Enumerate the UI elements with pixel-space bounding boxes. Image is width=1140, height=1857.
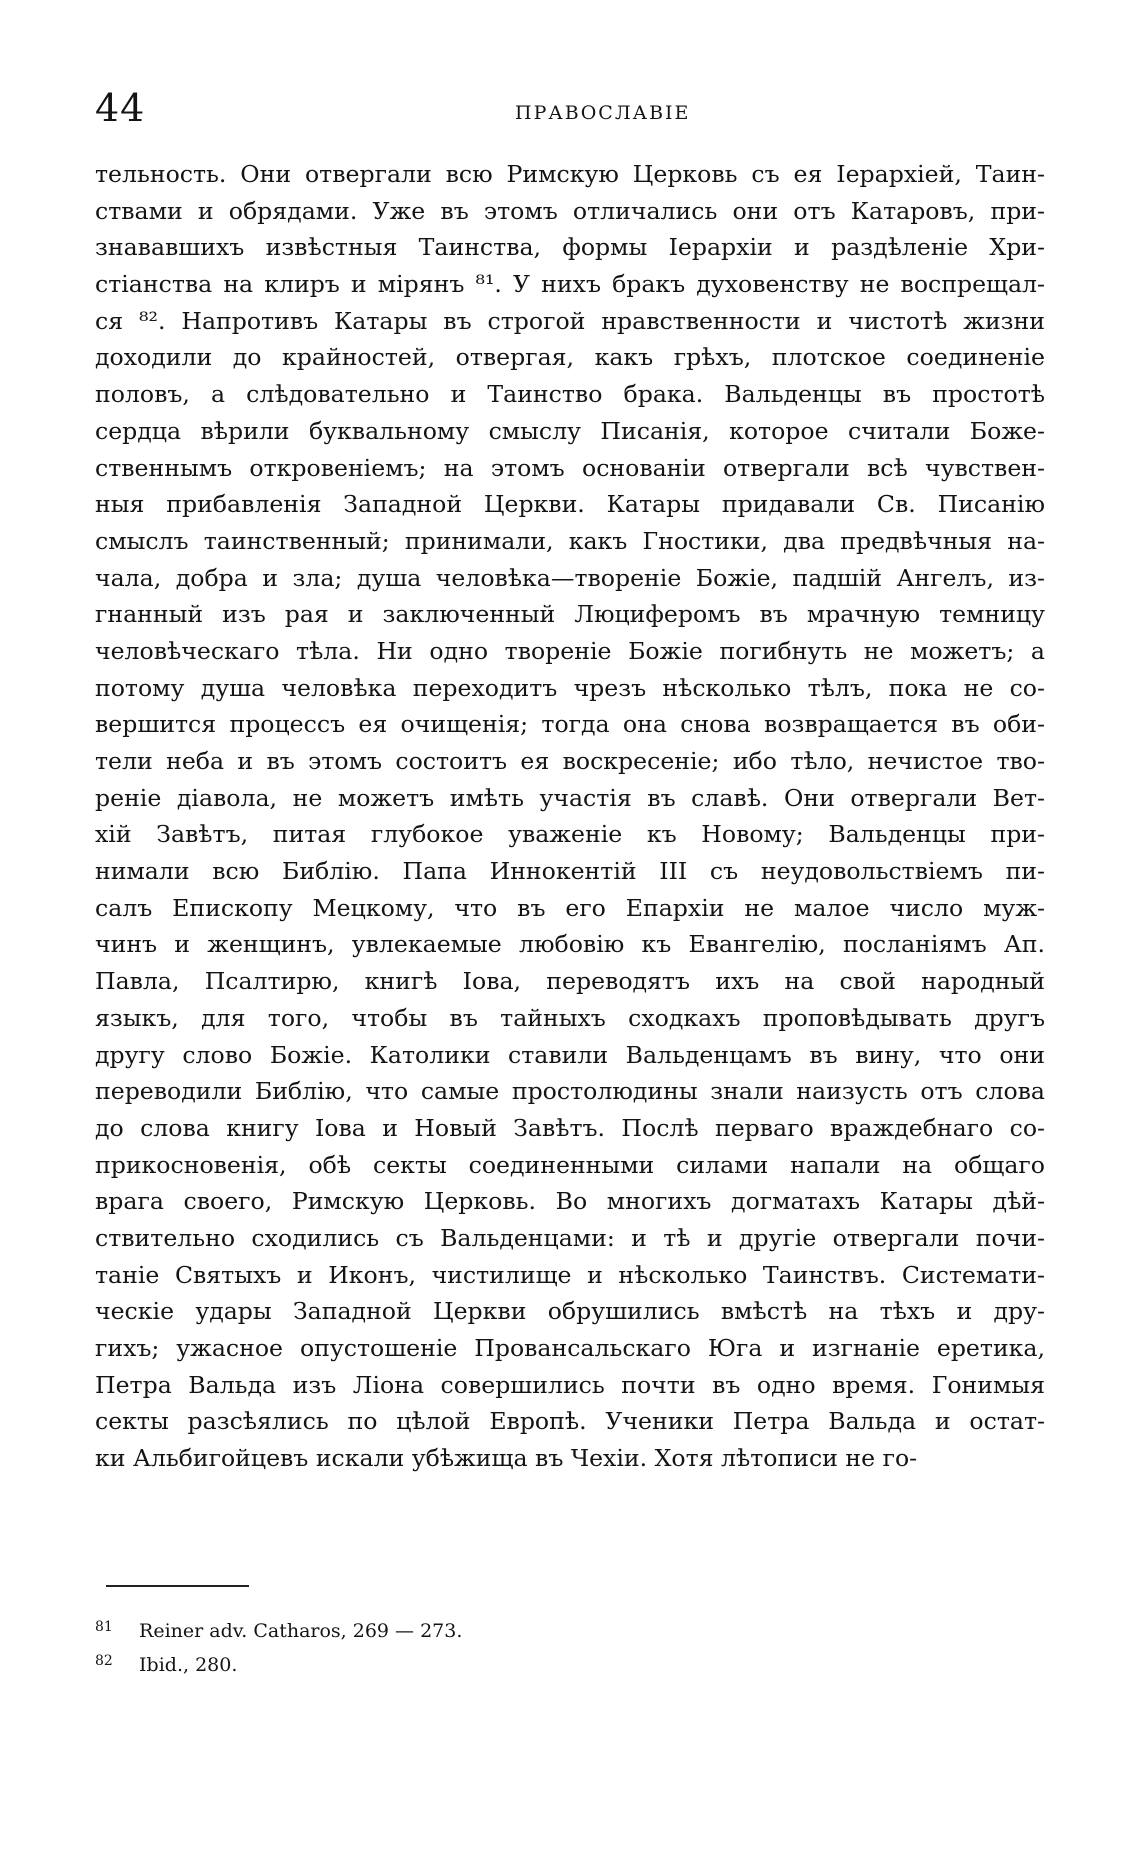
text-line: Петра Вальда изъ Ліона совершились почти въ одно время. Гонимыя	[95, 1370, 1045, 1399]
text-line: переводили Библію, что самые простолюдины знали наизусть отъ слова	[95, 1077, 1045, 1106]
page-number: 44	[95, 86, 146, 130]
text-line: гихъ; ужасное опустошеніе Провансальскаго Юга и изгнаніе еретика,	[95, 1334, 1045, 1362]
footnotes	[95, 1610, 695, 1678]
text-line: ческіе удары Западной Церкви обрушились вмѣстѣ на тѣхъ и дру-	[95, 1297, 1045, 1326]
text-line: половъ, а слѣдовательно и Таинство брака. Вальденцы въ простотѣ	[95, 380, 1045, 409]
text-line: ственнымъ откровеніемъ; на этомъ основаніи отвергали всѣ чувствен-	[95, 453, 1045, 482]
text-line: смыслъ таинственный; принимали, какъ Гностики, два предвѣчныя на-	[95, 526, 1045, 555]
footnote-text: Reiner adv. Catharos, 269 — 273.	[139, 1620, 463, 1642]
text-line: реніе діавола, не можетъ имѣть участія въ славѣ. Они отвергали Вет-	[95, 783, 1045, 812]
text-line: стіанства на клиръ и мірянъ ⁸¹. У нихъ бракъ духовенству не воспрещал-	[95, 270, 1045, 299]
text-line: секты разсѣялись по цѣлой Европѣ. Ученики Петра Вальда и остат-	[95, 1407, 1045, 1436]
text-line: ки Альбигойцевъ искали убѣжища въ Чехіи. Хотя лѣтописи не го-	[95, 1444, 918, 1473]
text-line: тельность. Они отвергали всю Римскую Церковь съ ея Іерархіей, Таин-	[95, 160, 1045, 188]
text-line: доходили до крайностей, отвергая, какъ грѣхъ, плотское соединеніе	[95, 343, 1045, 372]
text-line: до слова книгу Іова и Новый Завѣтъ. Послѣ перваго враждебнаго со-	[95, 1113, 1045, 1142]
body-text	[95, 156, 1045, 1477]
text-line: другу слово Божіе. Католики ставили Вальденцамъ въ вину, что они	[95, 1040, 1045, 1069]
text-line: гнанный изъ рая и заключенный Люциферомъ въ мрачную темницу	[95, 600, 1045, 629]
running-title: ПРАВОСЛАВІЕ	[515, 102, 691, 124]
footnote-mark: 82	[95, 1653, 113, 1669]
footnote-text: Ibid., 280.	[139, 1654, 238, 1676]
page-header	[95, 88, 1040, 128]
text-line: хій Завѣтъ, питая глубокое уваженіе къ Новому; Вальденцы при-	[95, 820, 1045, 849]
footnote-divider	[106, 1585, 249, 1587]
text-line: чинъ и женщинъ, увлекаемые любовію къ Евангелію, посланіямъ Ап.	[95, 930, 1045, 959]
text-line: врага своего, Римскую Церковь. Во многихъ догматахъ Катары дѣй-	[95, 1187, 1045, 1216]
text-line: языкъ, для того, чтобы въ тайныхъ сходкахъ проповѣдывать другъ	[95, 1003, 1045, 1032]
text-line: ныя прибавленія Западной Церкви. Катары придавали Св. Писанію	[95, 490, 1045, 519]
text-line: Павла, Псалтирю, книгѣ Іова, переводятъ ихъ на свой народный	[95, 967, 1045, 996]
text-line: ствами и обрядами. Уже въ этомъ отличались они отъ Катаровъ, при-	[95, 196, 1045, 225]
text-line: тели неба и въ этомъ состоитъ ея воскресеніе; ибо тѣло, нечистое тво-	[95, 747, 1045, 775]
footnote	[95, 1644, 695, 1678]
text-line: салъ Епископу Мецкому, что въ его Епархіи не малое число муж-	[95, 893, 1045, 922]
text-line: прикосновенія, обѣ секты соединенными силами напали на общаго	[95, 1150, 1045, 1179]
text-line: потому душа человѣка переходитъ чрезъ нѣсколько тѣлъ, пока не со-	[95, 673, 1045, 702]
text-line: знававшихъ извѣстныя Таинства, формы Іерархіи и раздѣленіе Хри-	[95, 233, 1045, 262]
text-line: ствительно сходились съ Вальденцами: и тѣ и другіе отвергали почи-	[95, 1223, 1045, 1252]
footnote	[95, 1610, 695, 1644]
text-line: вершится процессъ ея очищенія; тогда она снова возвращается въ оби-	[95, 710, 1045, 739]
text-line: чала, добра и зла; душа человѣка—твореніе Божіе, падшій Ангелъ, из-	[95, 563, 1045, 592]
text-line: нимали всю Библію. Папа Иннокентій III съ неудовольствіемъ пи-	[95, 857, 1045, 886]
footnote-mark: 81	[95, 1619, 113, 1635]
text-line: ся ⁸². Напротивъ Катары въ строгой нравственности и чистотѣ жизни	[95, 306, 1045, 335]
text-line: сердца вѣрили буквальному смыслу Писанія, которое считали Боже-	[95, 416, 1045, 445]
text-line: таніе Святыхъ и Иконъ, чистилище и нѣсколько Таинствъ. Системати-	[95, 1260, 1045, 1289]
text-line: человѣческаго тѣла. Ни одно твореніе Божіе погибнуть не можетъ; а	[95, 636, 1045, 665]
